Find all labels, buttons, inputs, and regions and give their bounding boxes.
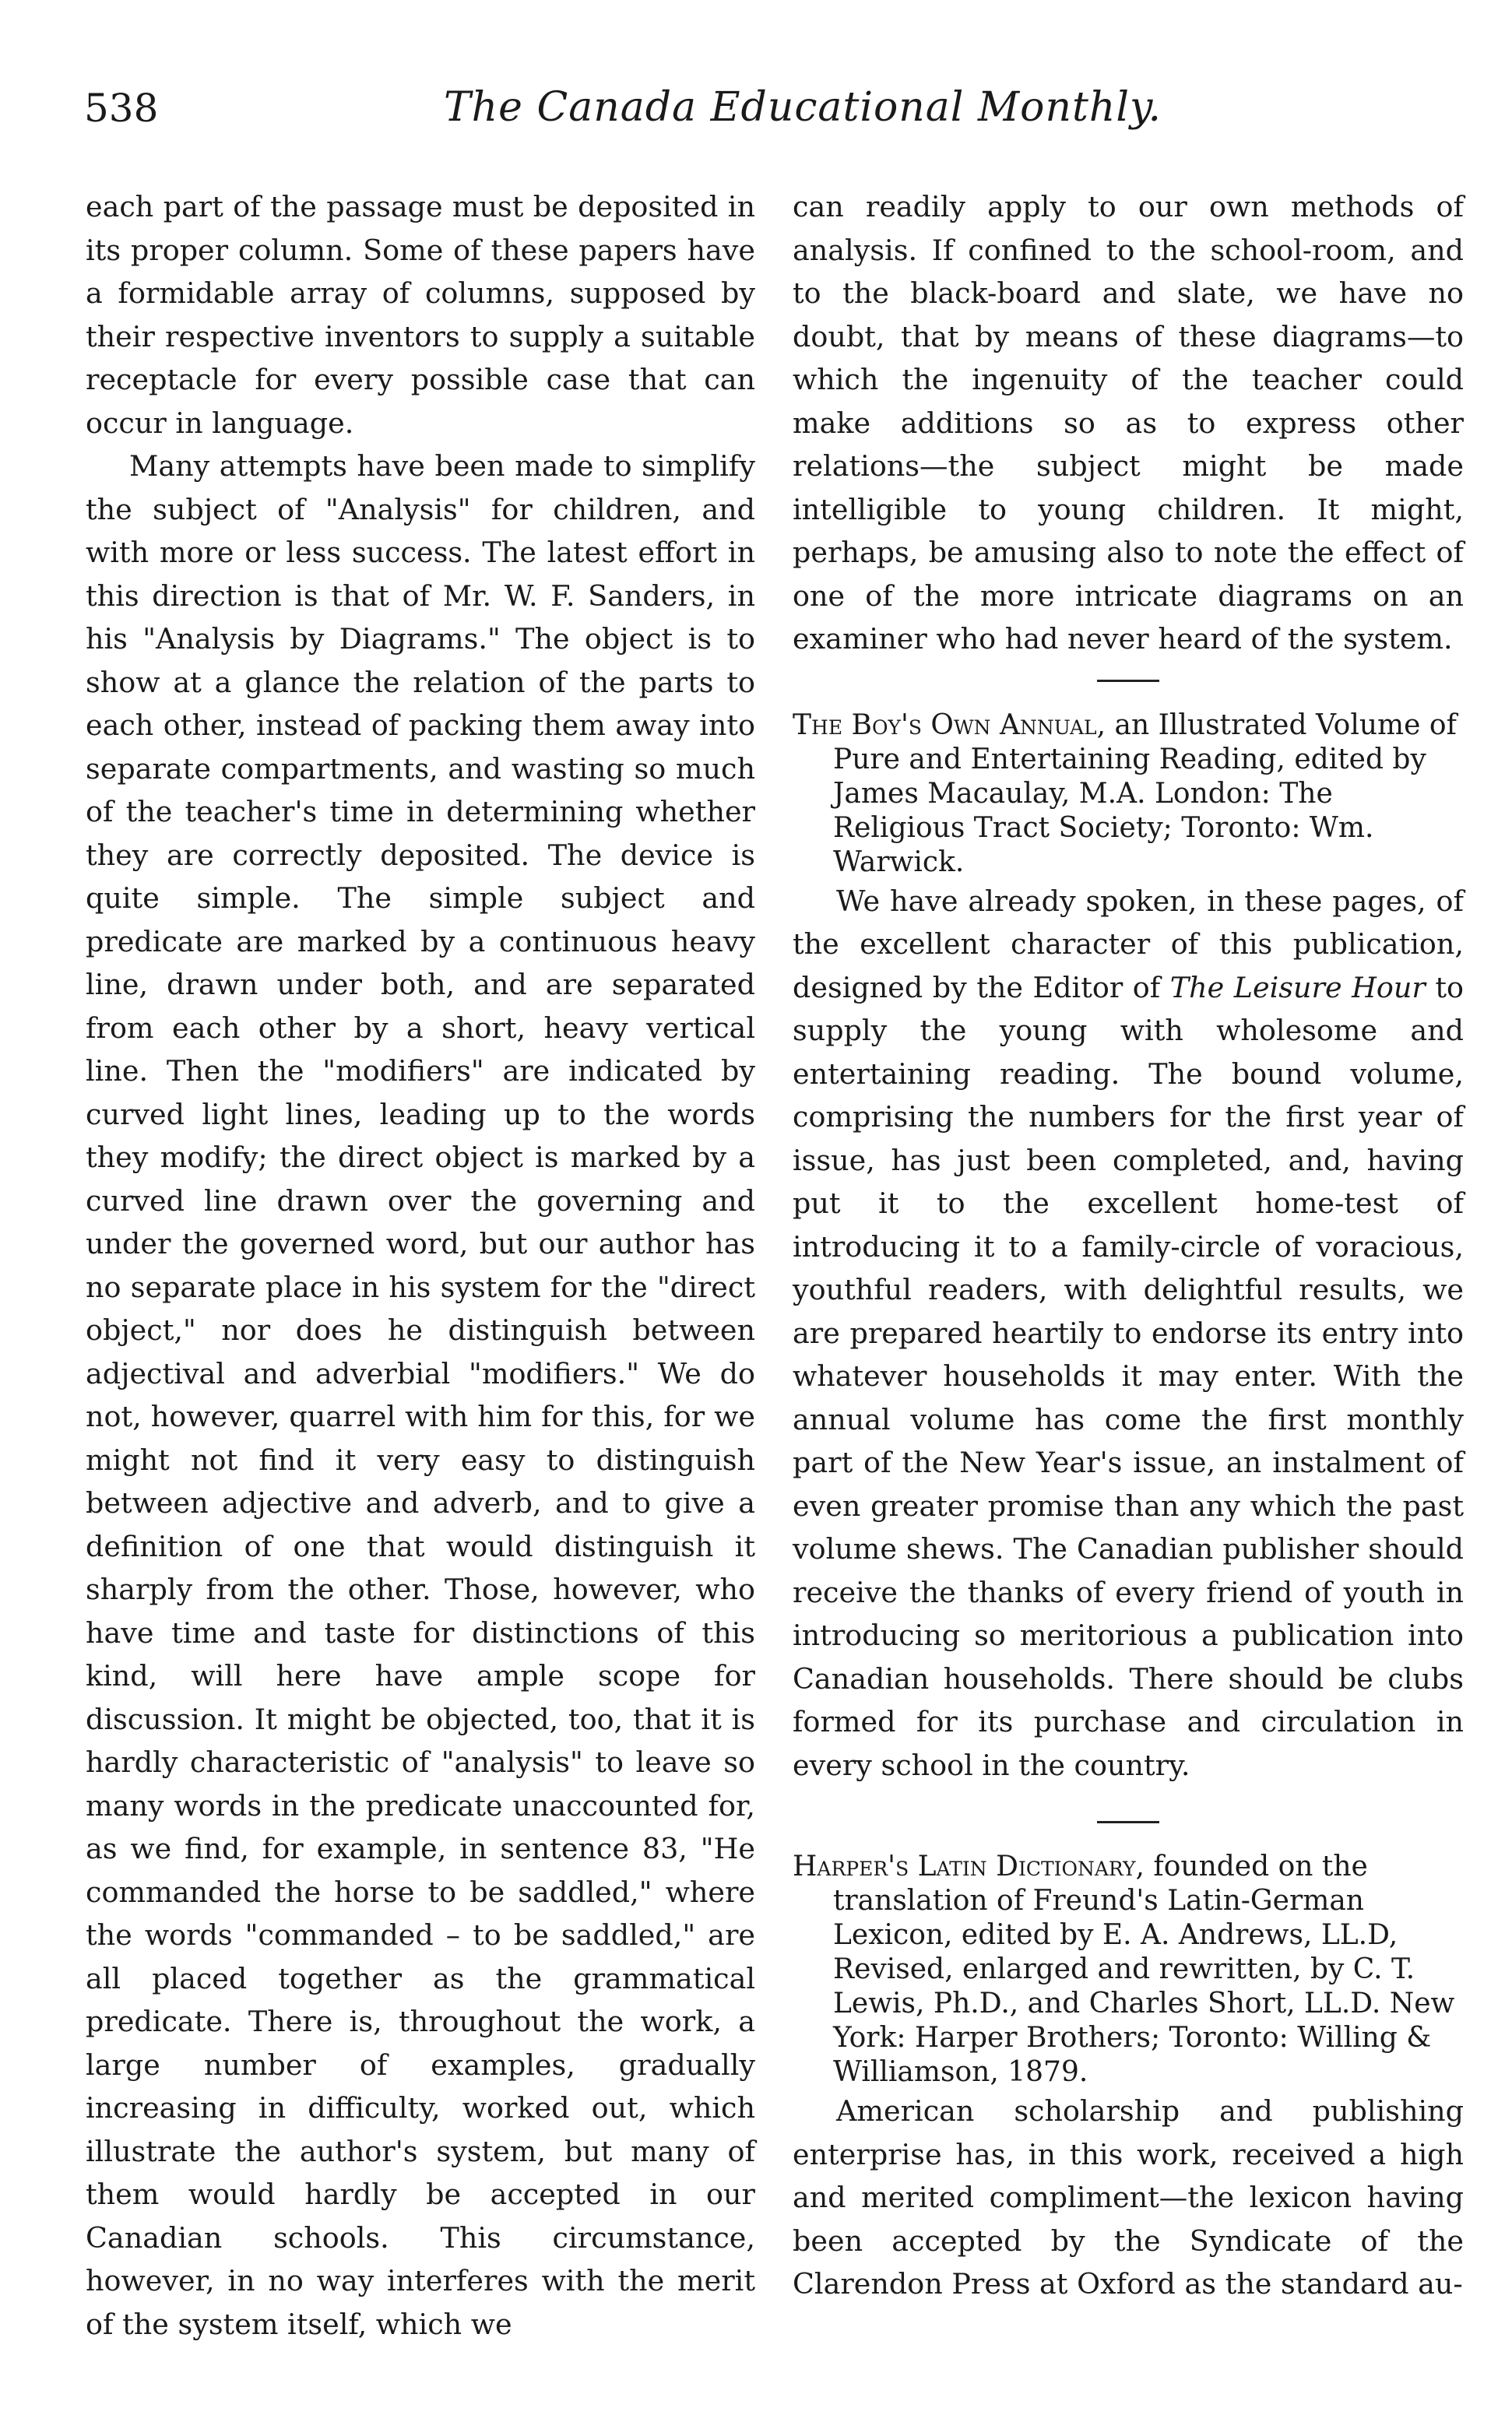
review-text-rest: to supply the young with wholesome and entertaining reading. The bound volume, comprising the numbers for the first year of issue, has just been completed, and, having put it to the excellent home-test of introducing it to a family-circle of voracious, youthful readers, with delightful results, we are prepared heartily to endorse its entry into whatever households it may enter. With the annual volume has come the first monthly part of the New Year's issue, an instalment of even greater promise than any which the past volume shews. The Canadian publisher should receive the thanks of every friend of youth in introducing so meritorious a publication into Canadian households. There should be clubs formed for its purchase and circulation in every school in the country. — [793, 970, 1464, 1782]
book-notice-boys-own-annual — [793, 708, 1464, 880]
book-details-harpers-latin-dictionary: founded on the translation of Freund's Latin-German Lexicon, edited by E. A. Andrews, LL.D, Revised, enlarged and rewritten, by C. T. Lewis, Ph.D., and Charles Short, LL.D. New York: Harper Brothers; Toronto: Willing & Williamson, 1879. — [833, 1851, 1455, 2088]
section-divider-2 — [1097, 1821, 1159, 1823]
book-details-boys-own-annual: an Illustrated Volume of Pure and Entertaining Reading, edited by James Macaulay, M.A. London: The Religious Tract Society; Toronto: Wm. Warwick. — [833, 708, 1457, 878]
left-paragraph-1: each part of the passage must be deposited in its proper column. Some of these papers have a formidable array of columns, supposed by their respective inventors to supply a suitable receptacle for every possible case that can occur in language. — [86, 190, 755, 440]
book-title-boys-own-annual: The Boy's Own Annual, — [793, 708, 1106, 741]
right-paragraph-1: can readily apply to our own methods of analysis. If confined to the school-room, and to the black-board and slate, we have no doubt, that by means of these diagrams—to which the ingenuity of the teacher could make additions so as to express other relations—the subject might be made intelligible to young children. It might, perhaps, be amusing also to note the effect of one of the more intricate diagrams on an examiner who had never heard of the system. — [793, 190, 1464, 656]
book-notice-harpers-latin-dictionary — [793, 1850, 1464, 2090]
book-title-harpers-latin-dictionary: Harper's Latin Dictionary, — [793, 1851, 1145, 1882]
leisure-hour-title: The Leisure Hour — [1169, 970, 1426, 1004]
review-text-start: We have already spoken, in these pages, of the excellent character of this publication, designed by the Editor of — [793, 884, 1464, 1004]
right-column — [793, 185, 1464, 2306]
left-column — [86, 185, 755, 2346]
page-number: 538 — [84, 86, 159, 131]
page-header — [0, 78, 1512, 148]
right-paragraph-2 — [793, 880, 1464, 1788]
right-paragraph-3: American scholarship and publishing enterprise has, in this work, received a high and merited compliment—the lexicon having been accepted by the Syndicate of the Clarendon Press at Oxford as the standard au- — [793, 2094, 1464, 2301]
left-paragraph-2: Many attempts have been made to simplify the subject of "Analysis" for children, and with more or less success. The latest effort in this direction is that of Mr. W. F. Sanders, in his "Analysis by Diagrams." The object is to show at a glance the relation of the parts to each other, instead of packing them away into separate compartments, and wasting so much of the teacher's time in determining whether they are correctly deposited. The device is quite simple. The simple subject and predicate are marked by a continuous heavy line, drawn under both, and are separated from each other by a short, heavy vertical line. Then the "modifiers" are indicated by curved light lines, leading up to the words they modify; the direct object is marked by a curved line drawn over the governing and under the governed word, but our author has no separate place in his system for the "direct object," nor does he distinguish between adjectival and adverbial "modifiers." We do not, however, quarrel with him for this, for we might not find it very easy to distinguish between adjective and adverb, and to give a definition of one that would distinguish it sharply from the other. Those, however, who have time and taste for distinctions of this kind, will here have ample scope for discussion. It might be objected, too, that it is hardly characteristic of "analysis" to leave so many words in the predicate unaccounted for, as we find, for example, in sentence 83, "He commanded the horse to be saddled," where the words "commanded – to be saddled," are all placed together as the grammatical predicate. There is, throughout the work, a large number of examples, gradually increasing in difficulty, worked out, which illustrate the author's system, but many of them would hardly be accepted in our Canadian schools. This circumstance, however, in no way interferes with the merit of the system itself, which we — [86, 449, 755, 2341]
running-title: The Canada Educational Monthly. — [444, 84, 1162, 131]
section-divider — [1097, 680, 1159, 682]
